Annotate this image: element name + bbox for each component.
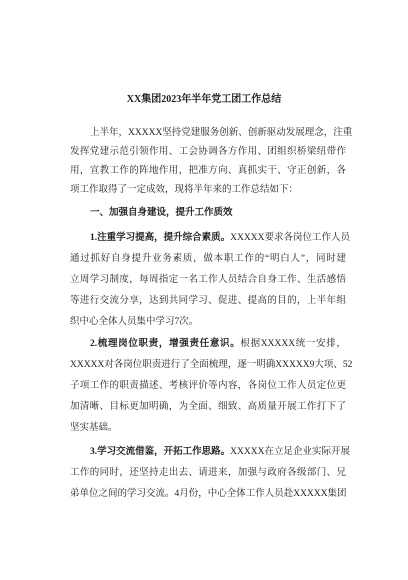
paragraph-text: XXXXX在立足企业实际开展 — [230, 446, 350, 457]
paragraph-text: 根据XXXXX统一安排， — [240, 338, 346, 349]
paragraph-line: 工作的同时，还坚持走出去、请进来，加强与政府各级部门、兄 — [70, 467, 346, 478]
paragraph-lead: 3.学习交流借鉴，开拓工作思路。 — [90, 446, 231, 457]
document-title: XX集团2023年半年党工团工作总结 — [126, 94, 282, 105]
paragraph-line: 加清晰、目标更加明确，为全面、细致、高质量开展工作打下了 — [70, 401, 346, 412]
paragraph-line: 上半年，XXXXX坚持党建服务创新、创新驱动发展理念，注重 — [90, 127, 353, 138]
paragraph-line: 项工作取得了一定成效，现将半年来的工作总结如下： — [70, 184, 299, 195]
paragraph-lead: 1.注重学习提高，提升综合素质。 — [90, 232, 231, 243]
paragraph-line: 弟单位之间的学习交流。4月份，中心全体工作人员赴XXXXX集团 — [70, 488, 347, 499]
paragraph-first-line — [70, 334, 346, 355]
paragraph-first-line — [70, 228, 350, 249]
paragraph-line: XXXXX对各岗位职责进行了全面梳理，逐一明确XXXXX9大项、52 — [70, 359, 353, 370]
numbered-paragraph — [70, 228, 350, 333]
numbered-paragraph — [70, 334, 353, 439]
intro-paragraph — [70, 124, 353, 200]
paragraph-line: 等进行交流分享，达到共同学习、促进、提高的目的，上半年组 — [70, 295, 346, 306]
paragraph-line: 用，宣教工作的阵地作用，把准方向、真抓实干、守正创新，各 — [70, 165, 346, 176]
paragraph-text: XXXXX要求各岗位工作人员 — [230, 232, 350, 243]
paragraph-line: 坚实基础。 — [70, 422, 118, 433]
paragraph-line: 织中心全体人员集中学习7次。 — [70, 316, 199, 327]
paragraph-line: 子项工作的职责描述、考核评价等内容，各岗位工作人员定位更 — [70, 380, 346, 391]
paragraph-line: 通过抓好自身提升业务素质，做本职工作的“明白人”，同时建 — [70, 253, 346, 264]
paragraph-lead: 2.梳理岗位职责，增强责任意识。 — [90, 338, 241, 349]
paragraph-first-line — [70, 442, 350, 463]
numbered-paragraph — [70, 442, 350, 505]
paragraph-line: 发挥党建示范引领作用、工会协调各方作用、团组织桥梁纽带作 — [70, 146, 346, 157]
paragraph-line: 立周学习制度，每周指定一名工作人员结合自身工作、生活感悟 — [70, 274, 346, 285]
section-heading: 一、加强自身建设，提升工作质效 — [90, 208, 233, 218]
